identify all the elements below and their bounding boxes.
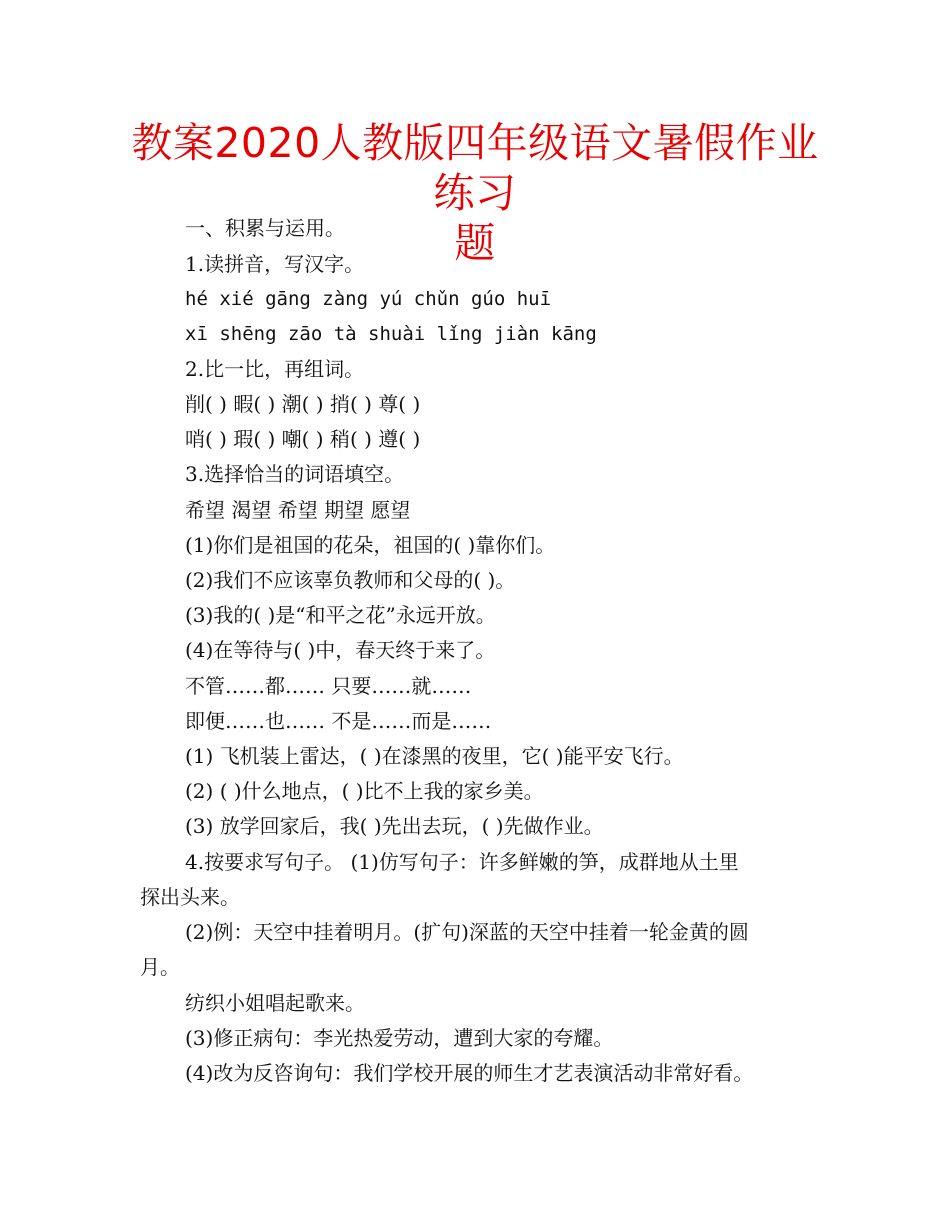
title-line-2: 题 [454,219,496,267]
rhetorical-question-task: (4)改为反咨询句：我们学校开展的师生才艺表演活动非常好看。 [185,1061,754,1085]
section-heading: 一、积累与运用。 [185,216,345,240]
fill-item-4: (4)在等待与( )中，春天终于来了。 [185,638,496,662]
conjunction-item-1: (1) 飞机装上雷达，( )在漆黑的夜里，它( )能平安飞行。 [185,744,684,768]
conjunction-bank-2: 即便……也…… 不是……而是…… [185,709,492,733]
expand-sentence-task: 纺织小姐唱起歌来。 [185,991,365,1015]
fill-item-3: (3)我的( )是“和平之花”永远开放。 [185,603,496,627]
compare-row-2: 哨( ) 瑕( ) 嘲( ) 稍( ) 遵( ) [185,427,421,451]
compare-row-1: 削( ) 暇( ) 潮( ) 捎( ) 尊( ) [185,392,421,416]
word-bank: 希望 渴望 希望 期望 愿望 [185,498,411,522]
correct-sentence-task: (3)修正病句：李光热爱劳动，遭到大家的夸耀。 [185,1026,614,1050]
question-1-heading: 1.读拼音，写汉字。 [185,252,365,276]
pinyin-line-1: hé xié gāng zàng yú chǔn gúo huī [185,288,552,310]
question-4-continuation: 探出头来。 [140,885,240,909]
conjunction-item-3: (3) 放学回家后，我( )先出去玩，( )先做作业。 [185,814,604,838]
document-title [120,118,830,268]
question-4-heading: 4.按要求写句子。 (1)仿写句子：许多鲜嫩的笋，成群地从土里 [185,850,739,874]
expand-sentence-example: (2)例：天空中挂着明月。(扩句)深蓝的天空中挂着一轮金黄的圆 [185,920,749,944]
question-3-heading: 3.选择恰当的词语填空。 [185,462,405,486]
fill-item-2: (2)我们不应该辜负教师和父母的( )。 [185,568,516,592]
conjunction-bank-1: 不管……都…… 只要……就…… [185,674,472,698]
expand-sentence-continuation: 月。 [140,955,180,979]
fill-item-1: (1)你们是祖国的花朵，祖国的( )靠你们。 [185,533,556,557]
pinyin-line-2: xī shēng zāo tà shuài lǐng jiàn kāng [185,323,597,345]
conjunction-item-2: (2) ( )什么地点，( )比不上我的家乡美。 [185,779,544,803]
title-line-1: 教案2020人教版四年级语文暑假作业练习 [131,119,819,217]
question-2-heading: 2.比一比，再组词。 [185,357,365,381]
